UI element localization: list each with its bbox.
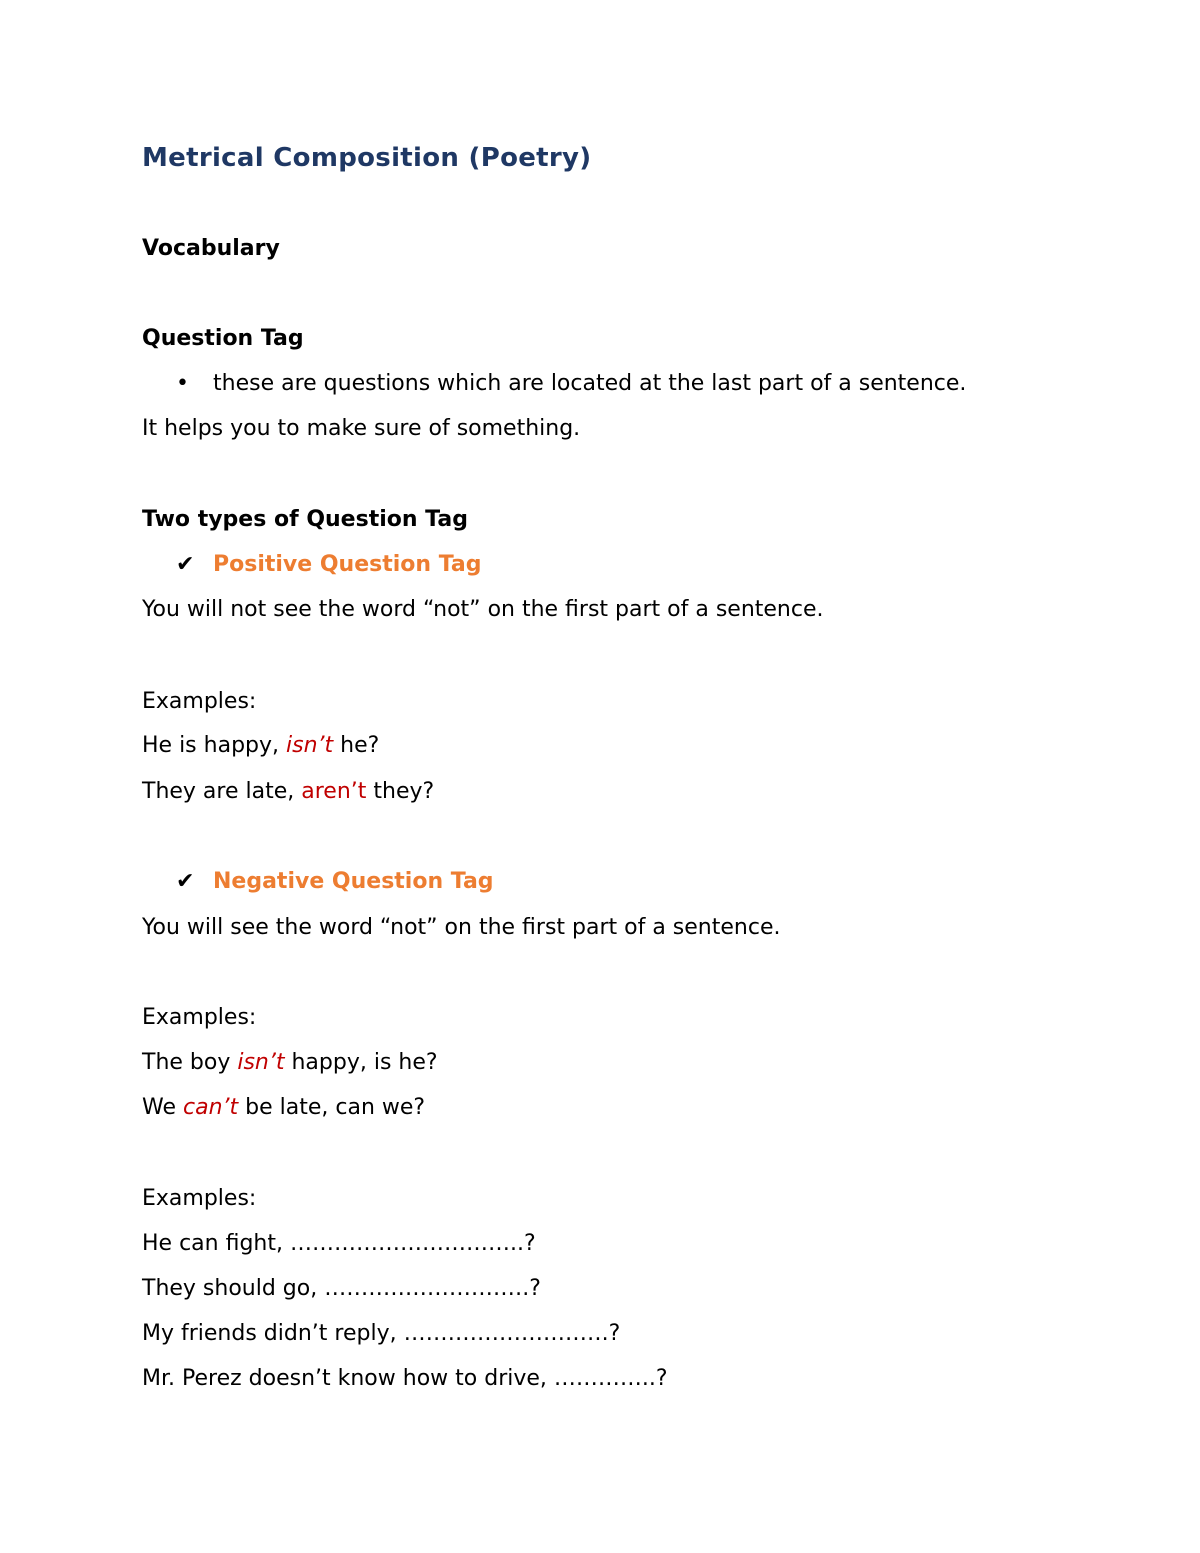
example-text: be late, can we? (238, 1095, 426, 1120)
negative-heading: Negative Question Tag (213, 869, 494, 894)
exercise-item-1: He can fight, …………………………..? (142, 1231, 536, 1256)
example-tag: aren’t (301, 779, 367, 804)
negative-examples-label: Examples: (142, 1005, 257, 1030)
question-tag-heading: Question Tag (142, 326, 304, 351)
checkmark-icon: ✔ (176, 869, 195, 894)
negative-example-2 (142, 1094, 425, 1122)
example-text: they? (366, 779, 435, 804)
positive-example-2 (142, 778, 434, 806)
exercise-item-3: My friends didn’t reply, ……………………….? (142, 1321, 621, 1346)
negative-example-1 (142, 1049, 438, 1077)
bullet-icon: • (176, 371, 189, 396)
example-text: He is happy, (142, 733, 286, 758)
example-text: We (142, 1095, 183, 1120)
example-text: happy, is he? (284, 1050, 438, 1075)
example-text: he? (333, 733, 380, 758)
example-text: They are late, (142, 779, 302, 804)
page-title: Metrical Composition (Poetry) (142, 143, 592, 173)
example-tag: isn’t (286, 733, 334, 758)
positive-heading: Positive Question Tag (213, 552, 482, 577)
positive-description: You will not see the word “not” on the first part of a sentence. (142, 597, 824, 622)
exercise-item-2: They should go, ……………………….? (142, 1276, 541, 1301)
example-tag: isn’t (237, 1050, 285, 1075)
positive-examples-label: Examples: (142, 689, 257, 714)
vocabulary-heading: Vocabulary (142, 236, 280, 261)
example-tag: can’t (183, 1095, 239, 1120)
checkmark-icon: ✔ (176, 552, 195, 577)
definition-followup: It helps you to make sure of something. (142, 416, 581, 441)
negative-description: You will see the word “not” on the first part of a sentence. (142, 915, 781, 940)
exercise-item-4: Mr. Perez doesn’t know how to drive, …………..? (142, 1366, 668, 1391)
definition-bullet-text: these are questions which are located at the last part of a sentence. (213, 371, 967, 396)
positive-example-1 (142, 732, 379, 760)
types-heading: Two types of Question Tag (142, 507, 468, 532)
example-text: The boy (142, 1050, 238, 1075)
exercise-label: Examples: (142, 1186, 257, 1211)
